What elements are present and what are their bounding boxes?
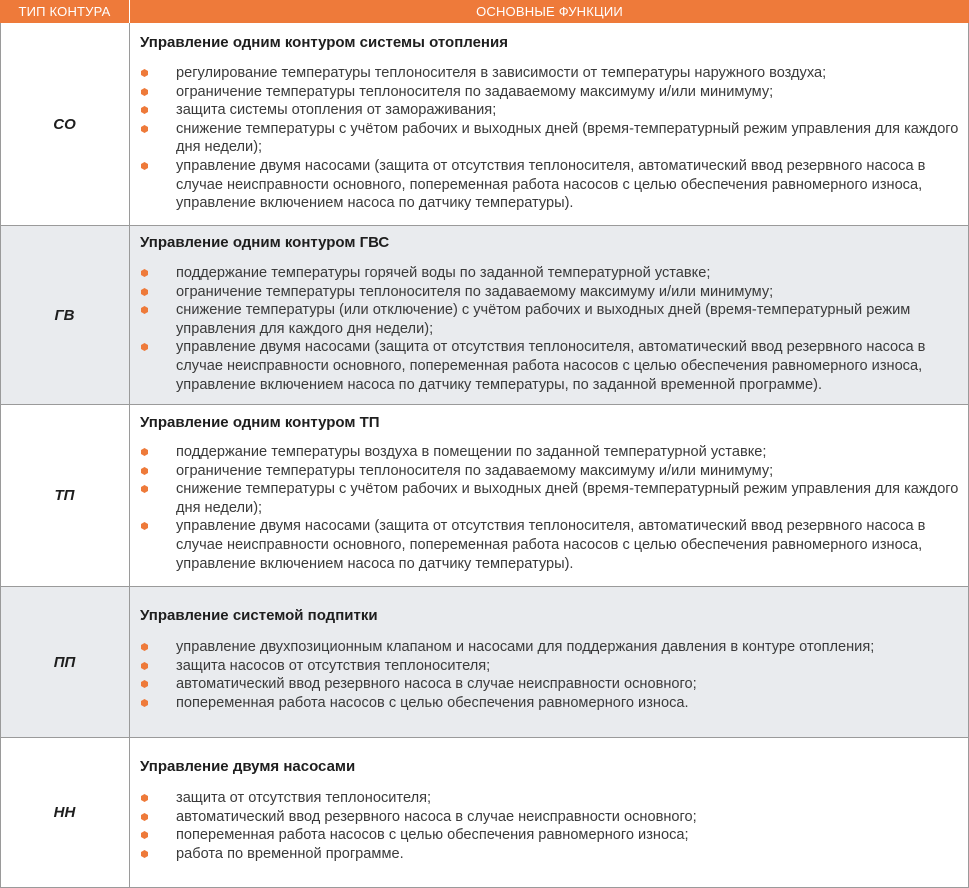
row-title: Управление одним контуром ГВС	[140, 234, 390, 251]
list-item: регулирование температуры теплоносителя в зависимости от температуры наружного воздуха;	[140, 64, 959, 83]
table-row-gv	[0, 226, 969, 405]
bullet-hexagon-icon	[141, 699, 148, 706]
table-header	[0, 0, 969, 23]
list-item: управление двумя насосами (защита от отсутствия теплоносителя, автоматический ввод резервного насоса в случае неисправности основного, попеременная работа насосов с целью обеспечения равномерного износа, управление включением насоса по датчику температуры).	[140, 517, 959, 573]
bullet-hexagon-icon	[141, 448, 148, 455]
list-item: поддержание температуры воздуха в помещении по заданной температурной уставке;	[140, 443, 959, 462]
column-divider	[129, 587, 130, 737]
table-row-nn	[0, 738, 969, 888]
table-row-co	[0, 23, 969, 226]
bullet-hexagon-icon	[141, 343, 148, 350]
bullet-hexagon-icon	[141, 794, 148, 801]
column-divider	[129, 23, 130, 225]
bullet-hexagon-icon	[141, 125, 148, 132]
bullet-hexagon-icon	[141, 288, 148, 295]
list-item: управление двумя насосами (защита от отсутствия теплоносителя, автоматический ввод резервного насоса в случае неисправности основного, попеременная работа насосов с целью обеспечения равномерного износа, управление включением насоса по датчику температуры).	[140, 157, 959, 213]
column-divider	[129, 738, 130, 887]
function-list	[140, 789, 959, 863]
list-item: снижение температуры с учётом рабочих и выходных дней (время-температурный режим управления для каждого дня недели);	[140, 480, 959, 517]
list-item: управление двухпозиционным клапаном и насосами для поддержания давления в контуре отопления;	[140, 638, 959, 657]
row-title: Управление системой подпитки	[140, 607, 378, 624]
row-title: Управление одним контуром ТП	[140, 414, 380, 431]
table-row-tp	[0, 405, 969, 587]
list-item: снижение температуры с учётом рабочих и выходных дней (время-температурный режим управления для каждого дня недели);	[140, 120, 959, 157]
circuit-type: ПП	[53, 653, 76, 671]
bullet-hexagon-icon	[141, 162, 148, 169]
list-item: управление двумя насосами (защита от отсутствия теплоносителя, автоматический ввод резервного насоса в случае неисправности основного, попеременная работа насосов с целью обеспечения равномерного износа, управление включением насоса по датчику температуры, по заданной временной программе).	[140, 338, 959, 394]
table-row-pp	[0, 587, 969, 738]
list-item: ограничение температуры теплоносителя по задаваемому максимуму и/или минимуму;	[140, 462, 959, 481]
bullet-hexagon-icon	[141, 813, 148, 820]
function-list	[140, 64, 959, 213]
list-item: снижение температуры (или отключение) с учётом рабочих и выходных дней (время-температурный режим управления для каждого дня недели);	[140, 301, 959, 338]
circuit-type: ТП	[54, 487, 75, 504]
list-item: автоматический ввод резервного насоса в случае неисправности основного;	[140, 808, 959, 827]
circuit-type: ГВ	[54, 306, 75, 324]
bullet-hexagon-icon	[141, 831, 148, 838]
list-item: защита от отсутствия теплоносителя;	[140, 789, 959, 808]
bullet-hexagon-icon	[141, 306, 148, 313]
list-item: ограничение температуры теплоносителя по задаваемому максимуму и/или минимуму;	[140, 283, 959, 302]
column-divider	[129, 405, 130, 586]
row-title: Управление одним контуром системы отопления	[140, 34, 508, 51]
column-divider	[129, 226, 130, 404]
bullet-hexagon-icon	[141, 69, 148, 76]
row-title: Управление двумя насосами	[140, 758, 356, 775]
bullet-hexagon-icon	[141, 643, 148, 650]
list-item: ограничение температуры теплоносителя по задаваемому максимуму и/или минимуму;	[140, 83, 959, 102]
list-item: работа по временной программе.	[140, 845, 959, 864]
list-item: защита системы отопления от замораживания;	[140, 101, 959, 120]
bullet-hexagon-icon	[141, 88, 148, 95]
function-list	[140, 443, 959, 573]
circuit-type: СО	[53, 115, 76, 133]
list-item: поддержание температуры горячей воды по заданной температурной уставке;	[140, 264, 959, 283]
function-list	[140, 638, 959, 712]
bullet-hexagon-icon	[141, 269, 148, 276]
list-item: попеременная работа насосов с целью обеспечения равномерного износа.	[140, 694, 959, 713]
circuit-type: НН	[53, 804, 76, 821]
bullet-hexagon-icon	[141, 680, 148, 687]
bullet-hexagon-icon	[141, 106, 148, 113]
bullet-hexagon-icon	[141, 850, 148, 857]
bullet-hexagon-icon	[141, 522, 148, 529]
bullet-hexagon-icon	[141, 467, 148, 474]
list-item: попеременная работа насосов с целью обеспечения равномерного износа;	[140, 826, 959, 845]
header-type: ТИП КОНТУРА	[18, 4, 111, 19]
list-item: автоматический ввод резервного насоса в случае неисправности основного;	[140, 675, 959, 694]
function-list	[140, 264, 959, 394]
bullet-hexagon-icon	[141, 662, 148, 669]
bullet-hexagon-icon	[141, 485, 148, 492]
list-item: защита насосов от отсутствия теплоносителя;	[140, 657, 959, 676]
header-functions: ОСНОВНЫЕ ФУНКЦИИ	[476, 4, 623, 19]
